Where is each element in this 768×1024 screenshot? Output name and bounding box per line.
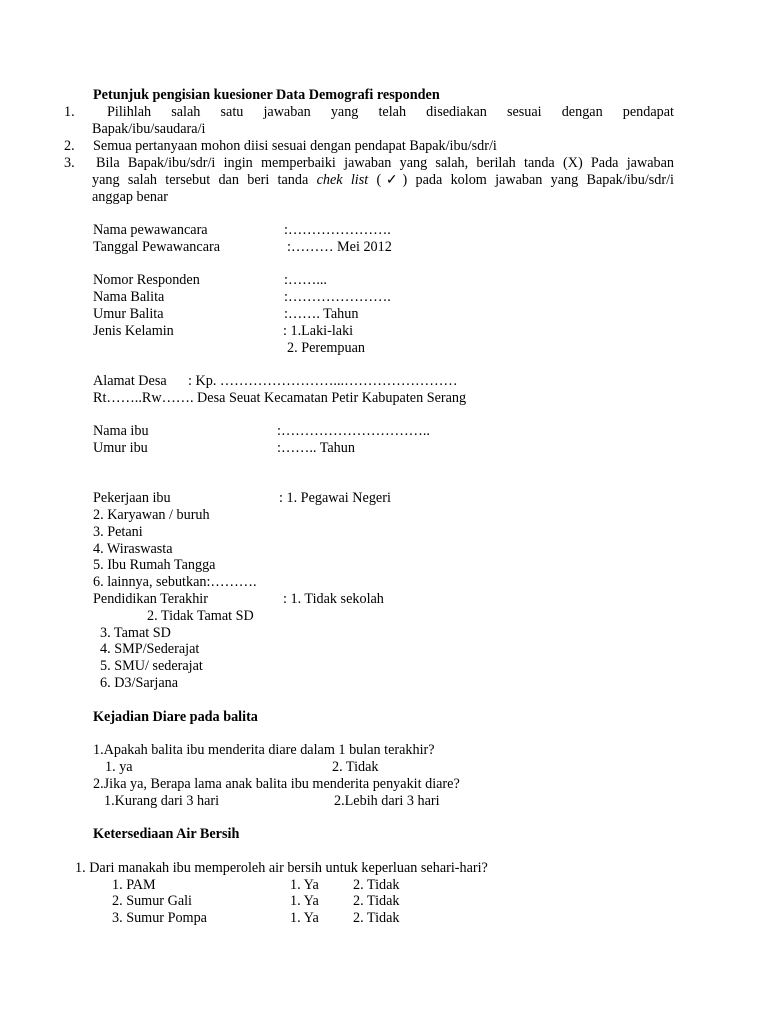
instruction-number: 3. xyxy=(64,155,75,171)
instruction-text: Semua pertanyaan mohon diisi sesuai dengan pendapat Bapak/ibu/sdr/i xyxy=(93,138,497,154)
education-option: 3. Tamat SD xyxy=(100,625,171,641)
instructions-title: Petunjuk pengisian kuesioner Data Demografi responden xyxy=(93,87,440,103)
education-option: : 1. Tidak sekolah xyxy=(283,591,384,607)
respondent-number-field: :……... xyxy=(284,272,327,288)
water-question-1: 1. Dari manakah ibu memperoleh air bersih untuk keperluan sehari-hari? xyxy=(75,860,488,876)
address-label: Alamat Desa xyxy=(93,373,167,389)
interview-date-label: Tanggal Pewawancara xyxy=(93,239,221,255)
toddler-name-label: Nama Balita xyxy=(93,289,165,305)
instruction-text: Bila Bapak/ibu/sdr/i ingin memperbaiki jawaban yang salah, berilah tanda (X) Pada jawaban xyxy=(96,155,674,171)
water-option-yes: 1. Ya xyxy=(290,893,319,909)
instruction-text-part: yang salah tersebut dan beri tanda xyxy=(92,172,317,188)
toddler-age-field: :……. Tahun xyxy=(284,306,359,322)
diarrhea-q2-option-short: 1.Kurang dari 3 hari xyxy=(104,793,220,809)
instruction-number: 2. xyxy=(64,138,75,154)
mother-age-label: Umur ibu xyxy=(93,440,148,456)
address-rt-rw-line: Rt……..Rw……. Desa Seuat Kecamatan Petir Kabupaten Serang xyxy=(93,390,467,406)
mother-name-label: Nama ibu xyxy=(93,423,149,439)
water-option-yes: 1. Ya xyxy=(290,877,319,893)
occupation-option: 4. Wiraswasta xyxy=(93,541,173,557)
instruction-number: 1. xyxy=(64,104,75,120)
education-option: 4. SMP/Sederajat xyxy=(100,641,200,657)
water-option-no: 2. Tidak xyxy=(353,893,400,909)
occupation-option: 5. Ibu Rumah Tangga xyxy=(93,557,216,573)
water-source: 3. Sumur Pompa xyxy=(112,910,207,926)
diarrhea-q1-option-yes: 1. ya xyxy=(105,759,133,775)
respondent-number-label: Nomor Responden xyxy=(93,272,200,288)
occupation-option: 3. Petani xyxy=(93,524,143,540)
occupation-label: Pekerjaan ibu xyxy=(93,490,171,506)
water-source: 1. PAM xyxy=(112,877,156,893)
occupation-option: 2. Karyawan / buruh xyxy=(93,507,210,523)
diarrhea-q2-option-long: 2.Lebih dari 3 hari xyxy=(334,793,440,809)
education-label: Pendidikan Terakhir xyxy=(93,591,208,607)
mother-name-field: :………………………….. xyxy=(277,423,430,439)
water-option-no: 2. Tidak xyxy=(353,877,400,893)
interview-date-field: :……… Mei 2012 xyxy=(287,239,392,255)
toddler-name-field: :…………………. xyxy=(284,289,391,305)
interviewer-label: Nama pewawancara xyxy=(93,222,208,238)
water-section-title: Ketersediaan Air Bersih xyxy=(93,826,240,842)
water-option-yes: 1. Ya xyxy=(290,910,319,926)
water-source: 2. Sumur Gali xyxy=(112,893,192,909)
water-option-no: 2. Tidak xyxy=(353,910,400,926)
education-option: 6. D3/Sarjana xyxy=(100,675,179,691)
mother-age-field: :…….. Tahun xyxy=(277,440,355,456)
instruction-text xyxy=(92,172,674,189)
education-option: 2. Tidak Tamat SD xyxy=(147,608,254,624)
gender-label: Jenis Kelamin xyxy=(93,323,174,339)
chek-list-italic: chek list xyxy=(316,172,369,188)
interviewer-field: :…………………. xyxy=(284,222,391,238)
gender-option-male: : 1.Laki-laki xyxy=(283,323,354,339)
education-option: 5. SMU/ sederajat xyxy=(100,658,203,674)
instruction-text: Bapak/ibu/saudara/i xyxy=(92,121,206,137)
diarrhea-section-title: Kejadian Diare pada balita xyxy=(93,709,258,725)
diarrhea-q1-option-no: 2. Tidak xyxy=(332,759,379,775)
occupation-option: : 1. Pegawai Negeri xyxy=(279,490,391,506)
diarrhea-question-1: 1.Apakah balita ibu menderita diare dalam 1 bulan terakhir? xyxy=(93,742,435,758)
diarrhea-question-2: 2.Jika ya, Berapa lama anak balita ibu menderita penyakit diare? xyxy=(93,776,460,792)
instruction-text-part: pada kolom jawaban yang Bapak/ibu/sdr/i xyxy=(407,172,674,188)
instruction-text: anggap benar xyxy=(92,189,169,205)
address-field: : Kp. ……………………...…………………… xyxy=(188,373,458,389)
toddler-age-label: Umur Balita xyxy=(93,306,164,322)
instruction-text: Pilihlah salah satu jawaban yang telah disediakan sesuai dengan pendapat xyxy=(107,104,674,120)
checkmark-icon: (✓) xyxy=(376,172,408,188)
occupation-option: 6. lainnya, sebutkan:………. xyxy=(93,574,257,590)
gender-option-female: 2. Perempuan xyxy=(287,340,366,356)
